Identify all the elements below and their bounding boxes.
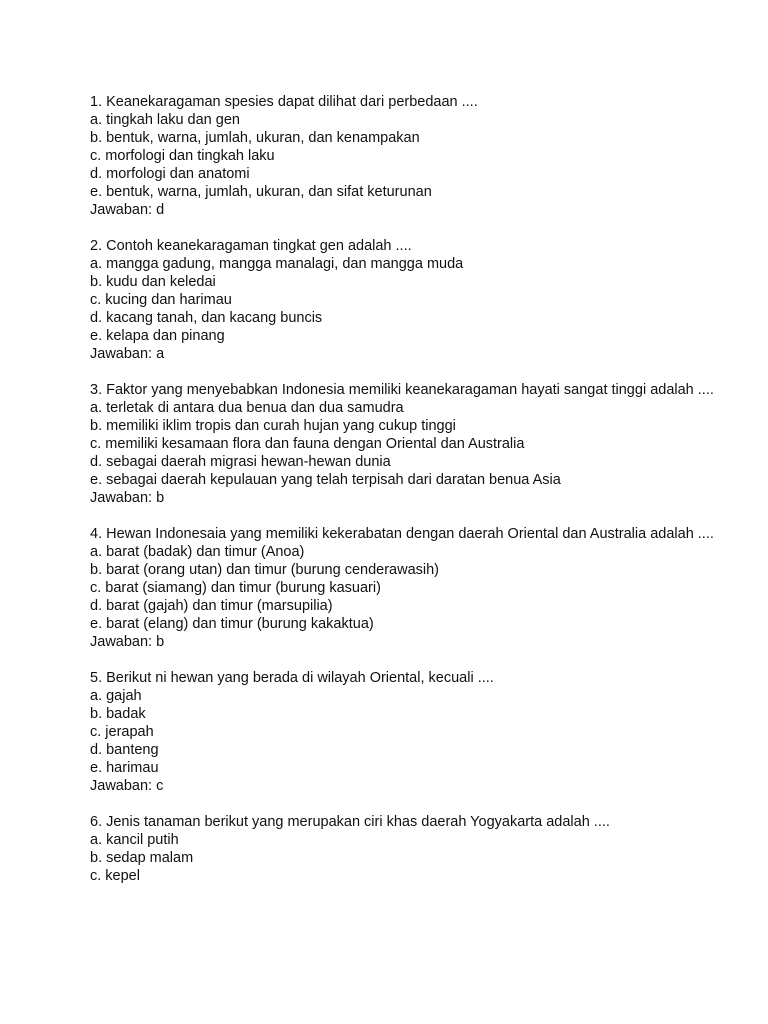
- option-b: b. kudu dan keledai: [90, 274, 216, 290]
- question-prompt: 1. Keanekaragaman spesies dapat dilihat dari perbedaan ....: [90, 94, 478, 110]
- question-3: [90, 381, 730, 507]
- question-4: [90, 525, 730, 651]
- option-c: c. barat (siamang) dan timur (burung kasuari): [90, 580, 381, 596]
- answer-line: Jawaban: a: [90, 346, 165, 362]
- question-6: [90, 813, 730, 885]
- option-c: c. morfologi dan tingkah laku: [90, 148, 275, 164]
- option-a: a. terletak di antara dua benua dan dua samudra: [90, 400, 404, 416]
- option-a: a. barat (badak) dan timur (Anoa): [90, 544, 305, 560]
- question-prompt: 4. Hewan Indonesaia yang memiliki kekerabatan dengan daerah Oriental dan Australia adalah ....: [90, 526, 714, 542]
- option-e: e. barat (elang) dan timur (burung kakaktua): [90, 616, 374, 632]
- question-prompt: 5. Berikut ni hewan yang berada di wilayah Oriental, kecuali ....: [90, 670, 494, 686]
- option-b: b. barat (orang utan) dan timur (burung cenderawasih): [90, 562, 439, 578]
- option-a: a. kancil putih: [90, 832, 179, 848]
- question-1: [90, 93, 730, 219]
- question-5: [90, 669, 730, 795]
- question-prompt: 3. Faktor yang menyebabkan Indonesia memiliki keanekaragaman hayati sangat tinggi adalah ....: [90, 382, 714, 398]
- option-a: a. mangga gadung, mangga manalagi, dan mangga muda: [90, 256, 464, 272]
- option-a: a. gajah: [90, 688, 142, 704]
- question-2: [90, 237, 730, 363]
- option-d: d. kacang tanah, dan kacang buncis: [90, 310, 323, 326]
- option-d: d. morfologi dan anatomi: [90, 166, 250, 182]
- option-c: c. jerapah: [90, 724, 154, 740]
- option-d: d. banteng: [90, 742, 159, 758]
- question-prompt: 6. Jenis tanaman berikut yang merupakan ciri khas daerah Yogyakarta adalah ....: [90, 814, 610, 830]
- option-e: e. sebagai daerah kepulauan yang telah terpisah dari daratan benua Asia: [90, 472, 561, 488]
- option-a: a. tingkah laku dan gen: [90, 112, 240, 128]
- option-b: b. memiliki iklim tropis dan curah hujan yang cukup tinggi: [90, 418, 456, 434]
- option-e: e. kelapa dan pinang: [90, 328, 225, 344]
- option-e: e. harimau: [90, 760, 159, 776]
- answer-line: Jawaban: d: [90, 202, 165, 218]
- option-b: b. badak: [90, 706, 146, 722]
- option-e: e. bentuk, warna, jumlah, ukuran, dan sifat keturunan: [90, 184, 432, 200]
- answer-line: Jawaban: b: [90, 490, 165, 506]
- option-c: c. kepel: [90, 868, 140, 884]
- answer-line: Jawaban: b: [90, 634, 165, 650]
- option-b: b. sedap malam: [90, 850, 194, 866]
- option-c: c. kucing dan harimau: [90, 292, 232, 308]
- answer-line: Jawaban: c: [90, 778, 164, 794]
- option-d: d. sebagai daerah migrasi hewan-hewan dunia: [90, 454, 391, 470]
- option-b: b. bentuk, warna, jumlah, ukuran, dan kenampakan: [90, 130, 420, 146]
- document-page: [90, 93, 730, 903]
- option-c: c. memiliki kesamaan flora dan fauna dengan Oriental dan Australia: [90, 436, 525, 452]
- question-prompt: 2. Contoh keanekaragaman tingkat gen adalah ....: [90, 238, 412, 254]
- option-d: d. barat (gajah) dan timur (marsupilia): [90, 598, 333, 614]
